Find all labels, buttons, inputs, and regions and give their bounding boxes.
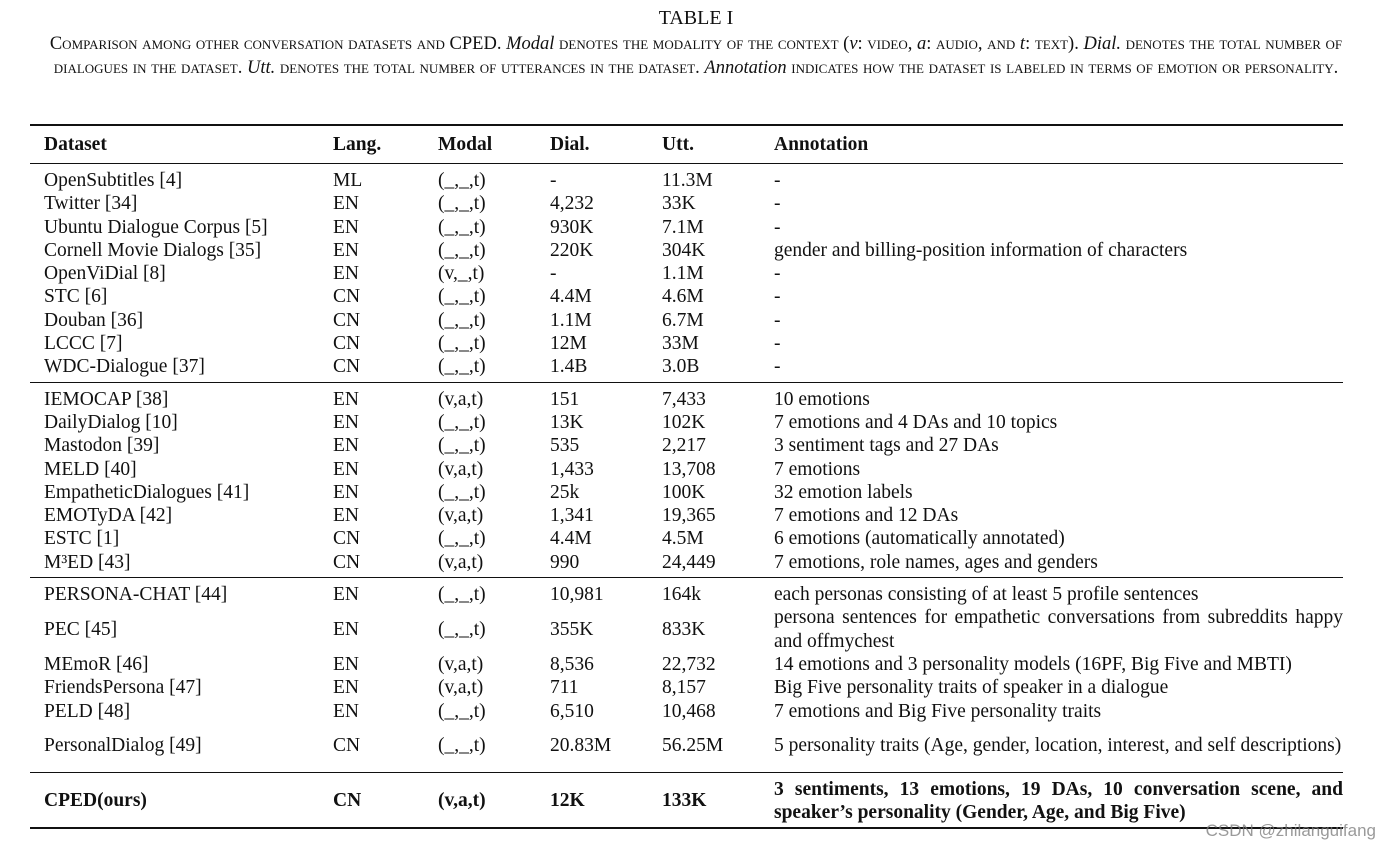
table-row xyxy=(30,551,1343,578)
table-row xyxy=(30,216,1343,239)
cell-lang: CN xyxy=(333,333,361,355)
cell-utt: 164k xyxy=(662,584,701,606)
cell-lang: EN xyxy=(333,388,359,410)
cell-modal: (_,_,t) xyxy=(438,193,486,215)
cell-dial: 12K xyxy=(550,790,585,812)
cell-dial: 535 xyxy=(550,435,580,457)
header-row xyxy=(30,125,1343,164)
cell-utt: 2,217 xyxy=(662,435,706,457)
cell-annotation: 10 emotions xyxy=(774,388,870,410)
cell-dial: 25k xyxy=(550,481,580,503)
table-row xyxy=(30,481,1343,504)
cell-annotation: Big Five personality traits of speaker in a dialogue xyxy=(774,677,1169,699)
cell-dial: 355K xyxy=(550,618,594,640)
cell-dial: 10,981 xyxy=(550,584,604,606)
cell-utt: 833K xyxy=(662,618,706,640)
cell-dataset: STC [6] xyxy=(44,286,108,308)
table-row xyxy=(30,700,1343,723)
cell-modal: (_,_,t) xyxy=(438,239,486,261)
cell-utt: 19,365 xyxy=(662,505,716,527)
cell-modal: (_,_,t) xyxy=(438,286,486,308)
table-row xyxy=(30,239,1343,262)
cell-dial: 1,341 xyxy=(550,505,594,527)
cell-dial: - xyxy=(550,263,557,285)
cell-dial: 8,536 xyxy=(550,653,594,675)
cell-lang: EN xyxy=(333,677,359,699)
cell-annotation: 6 emotions (automatically annotated) xyxy=(774,528,1065,550)
cell-utt: 1.1M xyxy=(662,263,704,285)
cell-utt: 33M xyxy=(662,333,699,355)
table-row xyxy=(30,434,1343,457)
cell-utt: 6.7M xyxy=(662,309,704,331)
cell-lang: EN xyxy=(333,435,359,457)
cell-dataset: Ubuntu Dialogue Corpus [5] xyxy=(44,216,268,238)
cell-modal: (_,_,t) xyxy=(438,411,486,433)
cell-dial: 151 xyxy=(550,388,580,410)
header-utt: Utt. xyxy=(648,125,760,164)
cell-utt: 4.6M xyxy=(662,286,704,308)
cell-dial: 1,433 xyxy=(550,458,594,480)
cell-dataset: ESTC [1] xyxy=(44,528,120,550)
cell-dial: 930K xyxy=(550,216,594,238)
cell-lang: CN xyxy=(333,286,361,308)
cell-utt: 100K xyxy=(662,481,706,503)
cell-utt: 13,708 xyxy=(662,458,716,480)
cell-lang: CN xyxy=(333,309,361,331)
cell-dial: 20.83M xyxy=(550,735,612,757)
cell-lang: CN xyxy=(333,356,361,378)
cell-lang: EN xyxy=(333,505,359,527)
cell-lang: CN xyxy=(333,551,361,573)
cell-dial: 13K xyxy=(550,411,584,433)
cell-lang: EN xyxy=(333,239,359,261)
table-row xyxy=(30,653,1343,676)
table-row xyxy=(30,355,1343,382)
table-title: TABLE I xyxy=(658,7,734,29)
cell-annotation: persona sentences for empathetic conversations from subreddits happy and offmychest xyxy=(774,607,1343,652)
cell-dataset: PEC [45] xyxy=(44,618,118,640)
cell-modal: (v,a,t) xyxy=(438,458,484,480)
cell-lang: ML xyxy=(333,170,363,191)
table-row xyxy=(30,285,1343,308)
cell-dial: 12M xyxy=(550,333,587,355)
table-row xyxy=(30,772,1343,828)
cell-utt: 3.0B xyxy=(662,356,700,378)
table-row xyxy=(30,606,1343,653)
group-emotion xyxy=(30,382,1343,577)
cell-utt: 56.25M xyxy=(662,735,724,757)
table-row xyxy=(30,527,1343,550)
group-personality xyxy=(30,578,1343,773)
cell-dataset: Douban [36] xyxy=(44,309,144,331)
table-row xyxy=(30,578,1343,607)
header-modal: Modal xyxy=(424,125,536,164)
cell-lang: CN xyxy=(333,735,361,757)
cell-annotation: 5 personality traits (Age, gender, location, interest, and self descriptions) xyxy=(774,735,1342,757)
cell-modal: (_,_,t) xyxy=(438,618,486,640)
cell-dataset: EmpatheticDialogues [41] xyxy=(44,481,250,503)
cell-dial: 990 xyxy=(550,551,580,573)
cell-annotation: 7 emotions and 12 DAs xyxy=(774,505,959,527)
cell-annotation: - xyxy=(774,309,781,331)
cell-modal: (_,_,t) xyxy=(438,216,486,238)
cell-annotation: - xyxy=(774,216,781,238)
comparison-table xyxy=(30,124,1343,829)
cell-annotation: 7 emotions, role names, ages and genders xyxy=(774,551,1098,573)
cell-dataset: PERSONA-CHAT [44] xyxy=(44,584,228,606)
cell-lang: EN xyxy=(333,216,359,238)
cell-utt: 133K xyxy=(662,790,707,812)
cell-dataset: MEmoR [46] xyxy=(44,653,149,675)
table-row xyxy=(30,164,1343,193)
cell-lang: EN xyxy=(333,653,359,675)
cell-dial: 4.4M xyxy=(550,528,592,550)
cell-annotation: 14 emotions and 3 personality models (16PF, Big Five and MBTI) xyxy=(774,653,1292,675)
cell-dataset: PersonalDialog [49] xyxy=(44,735,202,757)
table-row xyxy=(30,458,1343,481)
cell-dial: 1.4B xyxy=(550,356,588,378)
cell-dataset: Cornell Movie Dialogs [35] xyxy=(44,239,262,261)
cell-annotation: 32 emotion labels xyxy=(774,481,913,503)
cell-dial: 4,232 xyxy=(550,193,594,215)
cell-utt: 10,468 xyxy=(662,700,716,722)
cell-modal: (v,_,t) xyxy=(438,263,485,285)
table-row xyxy=(30,382,1343,411)
cell-annotation: - xyxy=(774,356,781,378)
table-row xyxy=(30,332,1343,355)
cell-lang: EN xyxy=(333,411,359,433)
cell-utt: 8,157 xyxy=(662,677,706,699)
cell-dataset: M³ED [43] xyxy=(44,551,131,573)
cell-dataset: OpenSubtitles [4] xyxy=(44,170,183,191)
table-row xyxy=(30,723,1343,773)
cell-dial: 711 xyxy=(550,677,579,699)
cell-modal: (_,_,t) xyxy=(438,309,486,331)
cell-modal: (v,a,t) xyxy=(438,551,484,573)
cell-utt: 4.5M xyxy=(662,528,704,550)
cell-modal: (v,a,t) xyxy=(438,653,484,675)
cell-annotation: - xyxy=(774,333,781,355)
table-row xyxy=(30,411,1343,434)
cell-dial: - xyxy=(550,170,557,191)
cell-dial: 4.4M xyxy=(550,286,592,308)
group-ours xyxy=(30,772,1343,828)
cell-utt: 22,732 xyxy=(662,653,716,675)
cell-modal: (_,_,t) xyxy=(438,435,486,457)
cell-modal: (_,_,t) xyxy=(438,333,486,355)
cell-utt: 304K xyxy=(662,239,706,261)
cell-annotation: 7 emotions xyxy=(774,458,861,480)
header-dataset: Dataset xyxy=(30,125,319,164)
cell-modal: (v,a,t) xyxy=(438,505,484,527)
cell-lang: EN xyxy=(333,618,359,640)
cell-dataset: OpenViDial [8] xyxy=(44,263,166,285)
watermark: CSDN @zhilanguifang xyxy=(1205,821,1376,840)
cell-annotation: - xyxy=(774,286,781,308)
header-dial: Dial. xyxy=(536,125,648,164)
table-caption: Comparison among other conversation datasets and CPED. Modal denotes the modality of the context (v: video, a: audio, and t: text). Dial. denotes the total number of dialogues in the dataset. Utt. denotes the total number of utterances in the dataset. Annotation indicates how the dataset is labeled in terms of emotion or personality. xyxy=(49,34,1343,78)
cell-lang: EN xyxy=(333,458,359,480)
cell-annotation: - xyxy=(774,263,781,285)
header-lang: Lang. xyxy=(319,125,424,164)
cell-dataset: DailyDialog [10] xyxy=(44,411,178,433)
cell-dataset: WDC-Dialogue [37] xyxy=(44,356,205,378)
cell-utt: 102K xyxy=(662,411,706,433)
cell-lang: EN xyxy=(333,700,359,722)
cell-lang: EN xyxy=(333,481,359,503)
table-row xyxy=(30,192,1343,215)
cell-modal: (v,a,t) xyxy=(438,677,484,699)
cell-dataset: Mastodon [39] xyxy=(44,435,160,457)
header-annotation: Annotation xyxy=(760,125,1343,164)
cell-utt: 7,433 xyxy=(662,388,706,410)
cell-annotation: each personas consisting of at least 5 profile sentences xyxy=(774,584,1199,606)
table-row xyxy=(30,676,1343,699)
cell-annotation: 3 sentiment tags and 27 DAs xyxy=(774,435,999,457)
cell-modal: (_,_,t) xyxy=(438,356,486,378)
cell-dial: 6,510 xyxy=(550,700,594,722)
cell-dataset: Twitter [34] xyxy=(44,193,138,215)
cell-modal: (_,_,t) xyxy=(438,735,486,757)
cell-modal: (v,a,t) xyxy=(438,790,486,812)
cell-dataset: IEMOCAP [38] xyxy=(44,388,169,410)
cell-lang: CN xyxy=(333,528,361,550)
cell-dial: 1.1M xyxy=(550,309,592,331)
cell-dataset: LCCC [7] xyxy=(44,333,123,355)
cell-annotation: - xyxy=(774,170,781,191)
cell-lang: EN xyxy=(333,263,359,285)
cell-lang: EN xyxy=(333,584,359,606)
cell-dataset: EMOTyDA [42] xyxy=(44,505,173,527)
cell-annotation: 3 sentiments, 13 emotions, 19 DAs, 10 conversation scene, and speaker’s personality (Gender, Age, and Big Five) xyxy=(774,778,1343,824)
cell-dataset: PELD [48] xyxy=(44,700,131,722)
cell-annotation: - xyxy=(774,193,781,215)
cell-utt: 11.3M xyxy=(662,170,713,191)
cell-annotation: 7 emotions and 4 DAs and 10 topics xyxy=(774,411,1058,433)
cell-modal: (_,_,t) xyxy=(438,528,486,550)
cell-lang: EN xyxy=(333,193,359,215)
cell-modal: (_,_,t) xyxy=(438,584,486,606)
table-row xyxy=(30,309,1343,332)
cell-dataset: MELD [40] xyxy=(44,458,137,480)
cell-modal: (v,a,t) xyxy=(438,388,484,410)
group-general xyxy=(30,164,1343,383)
table-row xyxy=(30,262,1343,285)
cell-dataset: FriendsPersona [47] xyxy=(44,677,202,699)
cell-lang: CN xyxy=(333,790,362,812)
cell-dial: 220K xyxy=(550,239,594,261)
cell-annotation: gender and billing-position information of characters xyxy=(774,239,1188,261)
table-row xyxy=(30,504,1343,527)
cell-dataset: CPED(ours) xyxy=(44,790,147,812)
cell-utt: 24,449 xyxy=(662,551,716,573)
cell-modal: (_,_,t) xyxy=(438,170,486,191)
cell-annotation: 7 emotions and Big Five personality traits xyxy=(774,700,1102,722)
cell-utt: 7.1M xyxy=(662,216,704,238)
cell-modal: (_,_,t) xyxy=(438,481,486,503)
cell-modal: (_,_,t) xyxy=(438,700,486,722)
cell-utt: 33K xyxy=(662,193,696,215)
